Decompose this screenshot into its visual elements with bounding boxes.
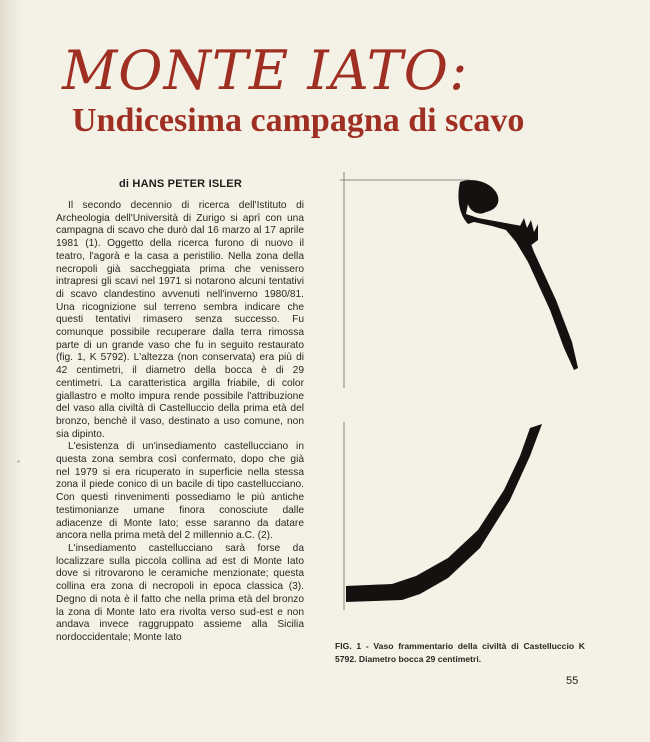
- page-number: 55: [566, 675, 579, 687]
- binding-shadow: [0, 0, 22, 742]
- vase-profile-drawing: [320, 160, 600, 620]
- paragraph: Il secondo decennio di ricerca dell'Istituto di Archeologia dell'Università di Zurigo si aprì con una campagna di scavo che durò dal 16 marzo al 17 aprile 1981 (1). Oggetto della ricerca furono di nuovo il teatro, l'agorà e la casa a peristilio. Nella zona della necropoli già saccheggiata prima che venissero intrapresi gli scavi nel 1971 si notarono alcuni tentativi di scavo clandestino avvenuti nell'inverno 1980/81. Una ricognizione sul terreno sembra indicare che questi tentativi rimasero senza successo. Fu comunque possibile recuperare dalla terra rimossa parte di un grande vaso che fu in seguito restaurato (fig. 1, K 5792). L'altezza (non conservata) era più di 42 centimetri, il diametro della bocca è di 29 centimetri. La caratteristica argilla friabile, di color giallastro e molto impura rende possibile l'attribuzione del vaso alla civiltà di Castelluccio della prima età del bronzo, benchè il vaso, destinato a uso comune, non sia dipinto.: [56, 200, 304, 440]
- figure-caption: FIG. 1 - Vaso frammentario della civiltà di Castelluccio K 5792. Diametro bocca 29 centimetri.: [335, 641, 585, 664]
- vase-profile-figure: [320, 160, 600, 620]
- article-subtitle: Undicesima campagna di scavo: [72, 102, 525, 139]
- article-body: [56, 200, 304, 645]
- paragraph: L'esistenza di un'insediamento castellucciano in questa zona sembra così confermato, dopo che già nel 1979 si era ricuperato in superficie nella stessa zona il piede conico di un bacile di tipo castellucciano. Con questi rinvenimenti possediamo le più antiche testimonianze umane finora conosciute dalle adiacenze di Monte Iato; esse saranno da datare ancora nella prima metà del 2 millennio a.C. (2).: [56, 441, 304, 542]
- rim-profile: [458, 180, 578, 370]
- paper-speck: [17, 460, 20, 463]
- article-title: MONTE IATO:: [62, 39, 469, 102]
- author-byline: di HANS PETER ISLER: [119, 178, 242, 190]
- body-profile: [346, 424, 542, 602]
- paragraph: L'insediamento castellucciano sarà forse da localizzare sulla piccola collina ad est di Monte Iato dove si ritrovarono le ceramiche menzionate; questa collina era zona di necropoli in epoca classica (3). Degno di nota è il fatto che nella prima età del bronzo la zona di Monte Iato era rivolta verso sud-est e non andava invece raggruppato assieme alla Sicilia nordoccidentale; Monte Iato: [56, 542, 304, 643]
